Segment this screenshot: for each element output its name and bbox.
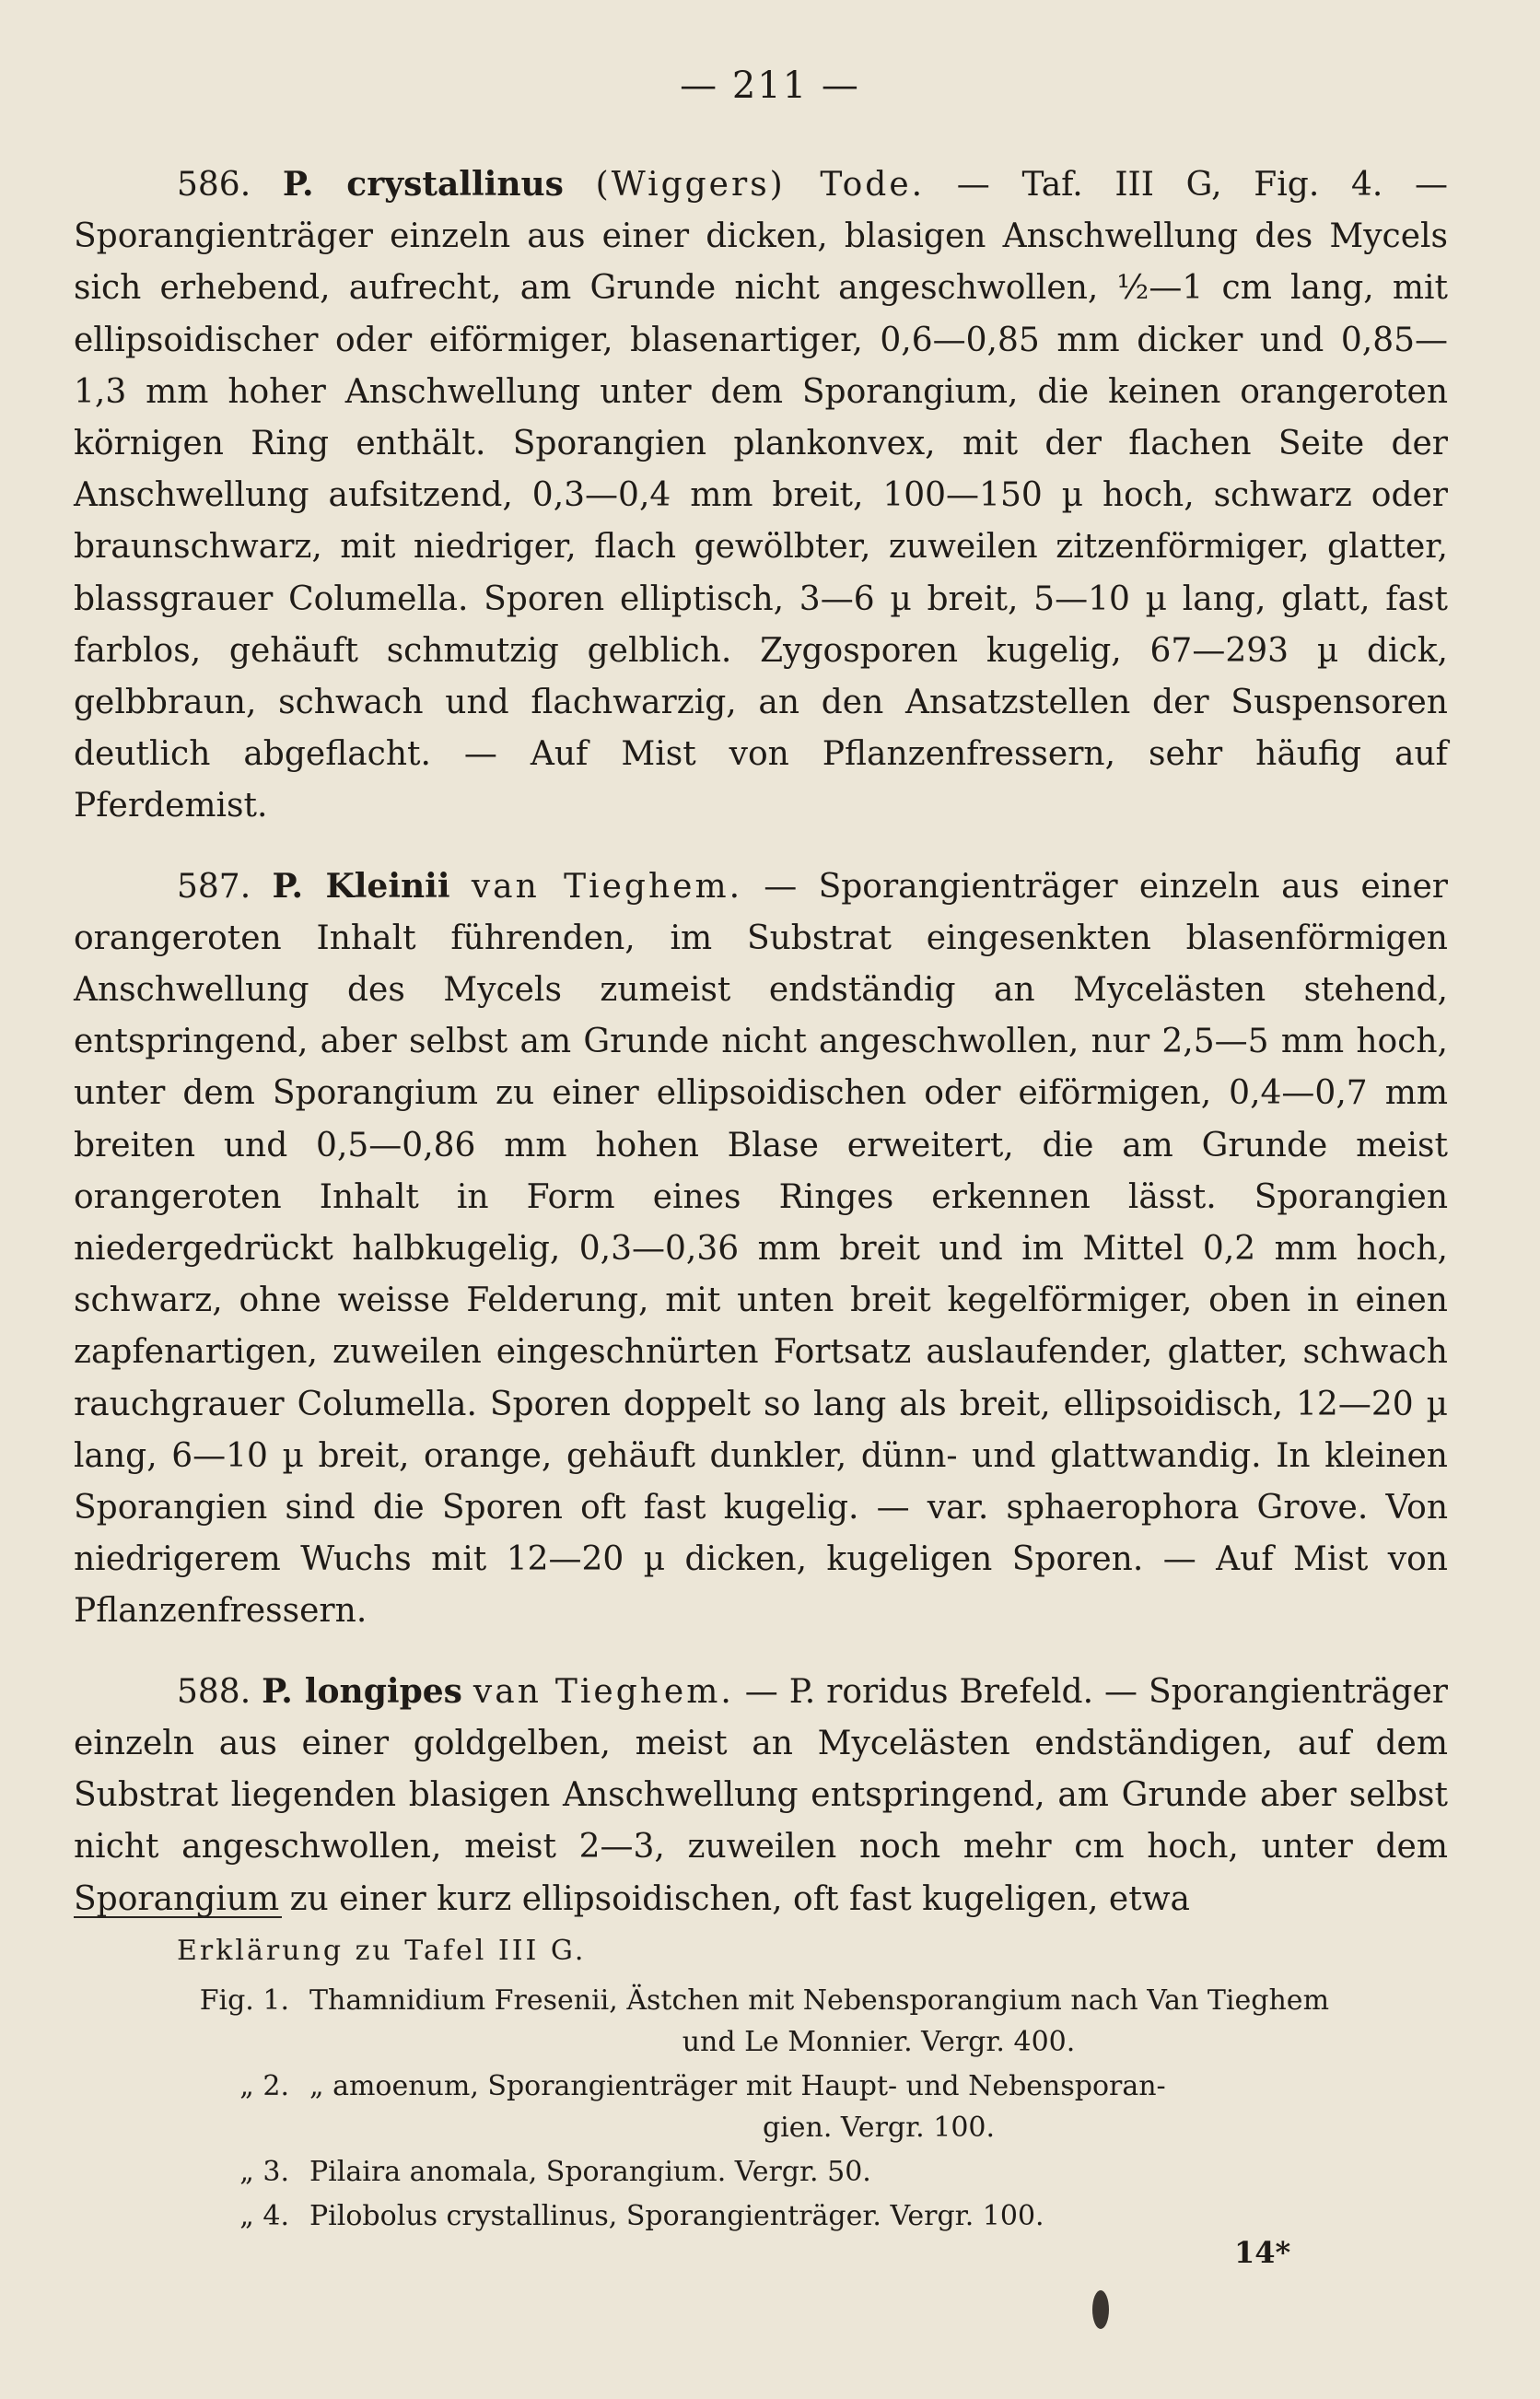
- page-number: — 211 —: [680, 64, 860, 107]
- species-name: P. Kleinii: [272, 866, 450, 906]
- entry-text: — Taf. III G, Fig. 4. — Sporangienträger einzeln aus einer dicken, blasigen Anschwellung des Mycels sich erhebend, aufrecht, am Grunde nicht angeschwollen, ½—1 cm lang, mit ellipsoidischer oder eiförmiger, blasenartiger, 0,6—0,85 mm dicker und 0,85—1,3 mm hoher Anschwellung unter dem Sporangium, die keinen orangeroten körnigen Ring enthält. Sporangien plankonvex, mit der flachen Seite der Anschwellung aufsitzend, 0,3—0,4 mm breit, 100—150 µ hoch, schwarz oder braunschwarz, mit niedriger, flach gewölbter, zuweilen zitzenförmiger, glatter, blassgrauer Columella. Sporen elliptisch, 3—6 µ breit, 5—10 µ lang, glatt, fast farblos, gehäuft schmutzig gelblich. Zygosporen kugelig, 67—293 µ dick, gelbbraun, schwach und flachwarzig, an den Ansatzstellen der Suspensoren deutlich abgeflacht. — Auf Mist von Pflanzenfressern, sehr häufig auf Pferdemist.: [74, 166, 1448, 825]
- entry-text: — P. roridus Brefeld. — Sporangienträger einzeln aus einer goldgelben, meist an Mycelästen endständigen, auf dem Substrat liegenden blasigen Anschwellung entspringend, am Grunde aber selbst nicht angeschwollen, meist 2—3, zuweilen noch mehr cm hoch, unter dem Sporangium zu einer kurz ellipsoidischen, oft fast kugeligen, etwa: [74, 1672, 1448, 1918]
- figure-text: „ amoenum, Sporangienträger mit Haupt- und Nebensporan-: [309, 2070, 1166, 2102]
- ink-blot: [1092, 2290, 1109, 2329]
- species-author: van Tieghem.: [472, 1672, 734, 1711]
- entry-587: [74, 860, 1448, 1638]
- figure-text: Pilobolus crystallinus, Sporangienträger. Vergr. 100.: [309, 2200, 1044, 2232]
- species-author: van Tieghem.: [471, 867, 743, 906]
- figure-label: „ 3.: [239, 2156, 289, 2188]
- figure-text: Thamnidium Fresenii, Ästchen mit Nebensporangium nach Van Tieghem: [309, 1984, 1330, 2017]
- signature-mark: 14*: [1234, 2235, 1291, 2270]
- caption-figure: [74, 2065, 1448, 2148]
- species-entries: [74, 158, 1448, 1953]
- figure-text: Pilaira anomala, Sporangium. Vergr. 50.: [309, 2156, 871, 2188]
- caption-title: Erklärung zu Tafel III G.: [177, 1935, 587, 1967]
- species-author: (Wiggers) Tode.: [595, 166, 926, 204]
- figure-label: „ 2.: [239, 2070, 289, 2102]
- caption-figure: [74, 2195, 1448, 2237]
- species-name: P. longipes: [262, 1671, 462, 1711]
- figure-label: Fig. 1.: [199, 1984, 289, 2017]
- entry-586: [74, 158, 1448, 833]
- entry-text: — Sporangienträger einzeln aus einer orangeroten Inhalt führenden, im Substrat eingesenkten blasenförmigen Anschwellung des Mycels zumeist endständig an Mycelästen stehend, entspringend, aber selbst am Grunde nicht angeschwollen, nur 2,5—5 mm hoch, unter dem Sporangium zu einer ellipsoidischen oder eiförmigen, 0,4—0,7 mm breiten und 0,5—0,86 mm hohen Blase erweitert, die am Grunde meist orangeroten Inhalt in Form eines Ringes erkennen lässt. Sporangien niedergedrückt halbkugelig, 0,3—0,36 mm breit und im Mittel 0,2 mm hoch, schwarz, ohne weisse Felderung, mit unten breit kegelförmiger, oben in einen zapfenartigen, zuweilen eingeschnürten Fortsatz auslaufender, glatter, schwach rauchgrauer Columella. Sporen doppelt so lang als breit, ellipsoidisch, 12—20 µ lang, 6—10 µ breit, orange, gehäuft dunkler, dünn- und glattwandig. In kleinen Sporangien sind die Sporen oft fast kugelig. — var. sphaerophora Grove. Von niedrigerem Wuchs mit 12—20 µ dicken, kugeligen Sporen. — Auf Mist von Pflanzenfressern.: [74, 867, 1449, 1631]
- caption-figure: [74, 2151, 1448, 2193]
- caption-figure: [74, 1980, 1448, 2063]
- figure-label: „ 4.: [239, 2200, 289, 2232]
- figure-text-continued: und Le Monnier. Vergr. 400.: [682, 2026, 1076, 2058]
- plate-caption: [74, 1935, 1448, 2240]
- species-name: P. crystallinus: [282, 165, 564, 204]
- footnote-divider: [74, 1916, 282, 1918]
- entry-number: 588.: [177, 1672, 251, 1711]
- figure-text-continued: gien. Vergr. 100.: [762, 2112, 996, 2144]
- entry-588: [74, 1666, 1448, 1925]
- entry-number: 587.: [177, 867, 251, 906]
- entry-number: 586.: [177, 166, 251, 204]
